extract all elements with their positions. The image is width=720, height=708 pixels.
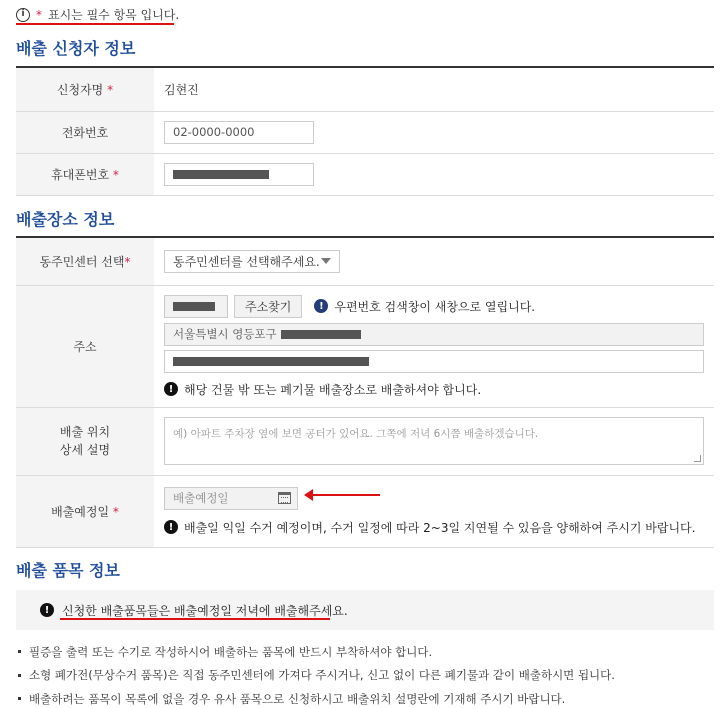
row-mobile <box>16 153 714 195</box>
resize-handle[interactable] <box>694 455 701 462</box>
alert-icon: ! <box>314 299 328 313</box>
annotation-arrow <box>306 494 380 496</box>
popup-hint: ! 우편번호 검색창이 새창으로 열립니다. <box>314 298 535 315</box>
address-search-button[interactable]: 주소찾기 <box>234 295 302 318</box>
chevron-down-icon <box>321 258 331 264</box>
masked-value <box>173 170 269 179</box>
address-label: 주소 <box>16 285 154 407</box>
date-warning: ! 배출일 익일 수거 예정이며, 수거 일정에 따라 2~3일 지연될 수 있음을 양해하여 주시기 바랍니다. <box>164 519 714 536</box>
section-title-location: 배출장소 정보 <box>16 210 115 229</box>
required-asterisk: * <box>36 7 42 22</box>
section-title-items: 배출 품목 정보 <box>16 561 120 580</box>
date-label: 배출예정일 * <box>16 475 154 547</box>
address-line1: 서울특별시 영등포구 <box>164 323 704 346</box>
center-select[interactable]: 동주민센터를 선택해주세요. <box>164 250 340 273</box>
items-notice: ! 신청한 배출품목들은 배출예정일 저녁에 배출해주세요. <box>16 590 714 630</box>
section-title-applicant: 배출 신청자 정보 <box>16 39 136 58</box>
postcode-input[interactable] <box>164 295 228 318</box>
warning-icon: ! <box>164 382 178 396</box>
row-date <box>16 475 714 547</box>
detail-label: 배출 위치 상세 설명 <box>16 407 154 475</box>
address-line2[interactable] <box>164 350 704 373</box>
row-phone <box>16 111 714 153</box>
items-guidelines <box>18 640 615 708</box>
phone-label: 전화번호 <box>16 111 154 153</box>
info-icon: i <box>16 8 30 22</box>
date-input[interactable]: 배출예정일 <box>164 487 298 510</box>
required-notice <box>16 6 179 23</box>
row-center <box>16 237 714 285</box>
list-item: 배출하려는 품목이 목록에 없을 경우 유사 품목으로 신청하시고 배출위치 설명란에 기재해 주시기 바랍니다. <box>18 687 615 708</box>
name-value: 김현진 <box>154 67 714 111</box>
mobile-input[interactable] <box>164 163 314 186</box>
annotation-underline <box>16 23 174 25</box>
row-address <box>16 285 714 407</box>
warning-icon: ! <box>40 603 54 617</box>
phone-input[interactable]: 02-0000-0000 <box>164 121 314 144</box>
address-warning: ! 해당 건물 밖 또는 폐기물 배출장소로 배출하셔야 합니다. <box>164 381 714 398</box>
location-form <box>16 236 714 548</box>
detail-textarea[interactable]: 예) 아파트 주차장 옆에 보면 공터가 있어요. 그쪽에 저녁 6시쯤 배출하겠습니다. <box>164 417 704 465</box>
list-item: 필증을 출력 또는 수기로 작성하시어 배출하는 품목에 반드시 부착하셔야 합니다. <box>18 640 615 664</box>
row-name <box>16 67 714 111</box>
mobile-label: 휴대폰번호 * <box>16 153 154 195</box>
warning-icon: ! <box>164 520 178 534</box>
required-notice-text: 표시는 필수 항목 입니다. <box>48 8 180 22</box>
calendar-icon[interactable] <box>278 492 291 504</box>
list-item: 소형 폐가전(무상수거 품목)은 직접 동주민센터에 가져다 주시거나, 신고 없이 다른 폐기물과 같이 배출하시면 됩니다. <box>18 664 615 688</box>
row-detail <box>16 407 714 475</box>
applicant-form <box>16 66 714 196</box>
annotation-underline <box>60 618 330 620</box>
name-label: 신청자명 * <box>16 67 154 111</box>
center-label: 동주민센터 선택* <box>16 237 154 285</box>
